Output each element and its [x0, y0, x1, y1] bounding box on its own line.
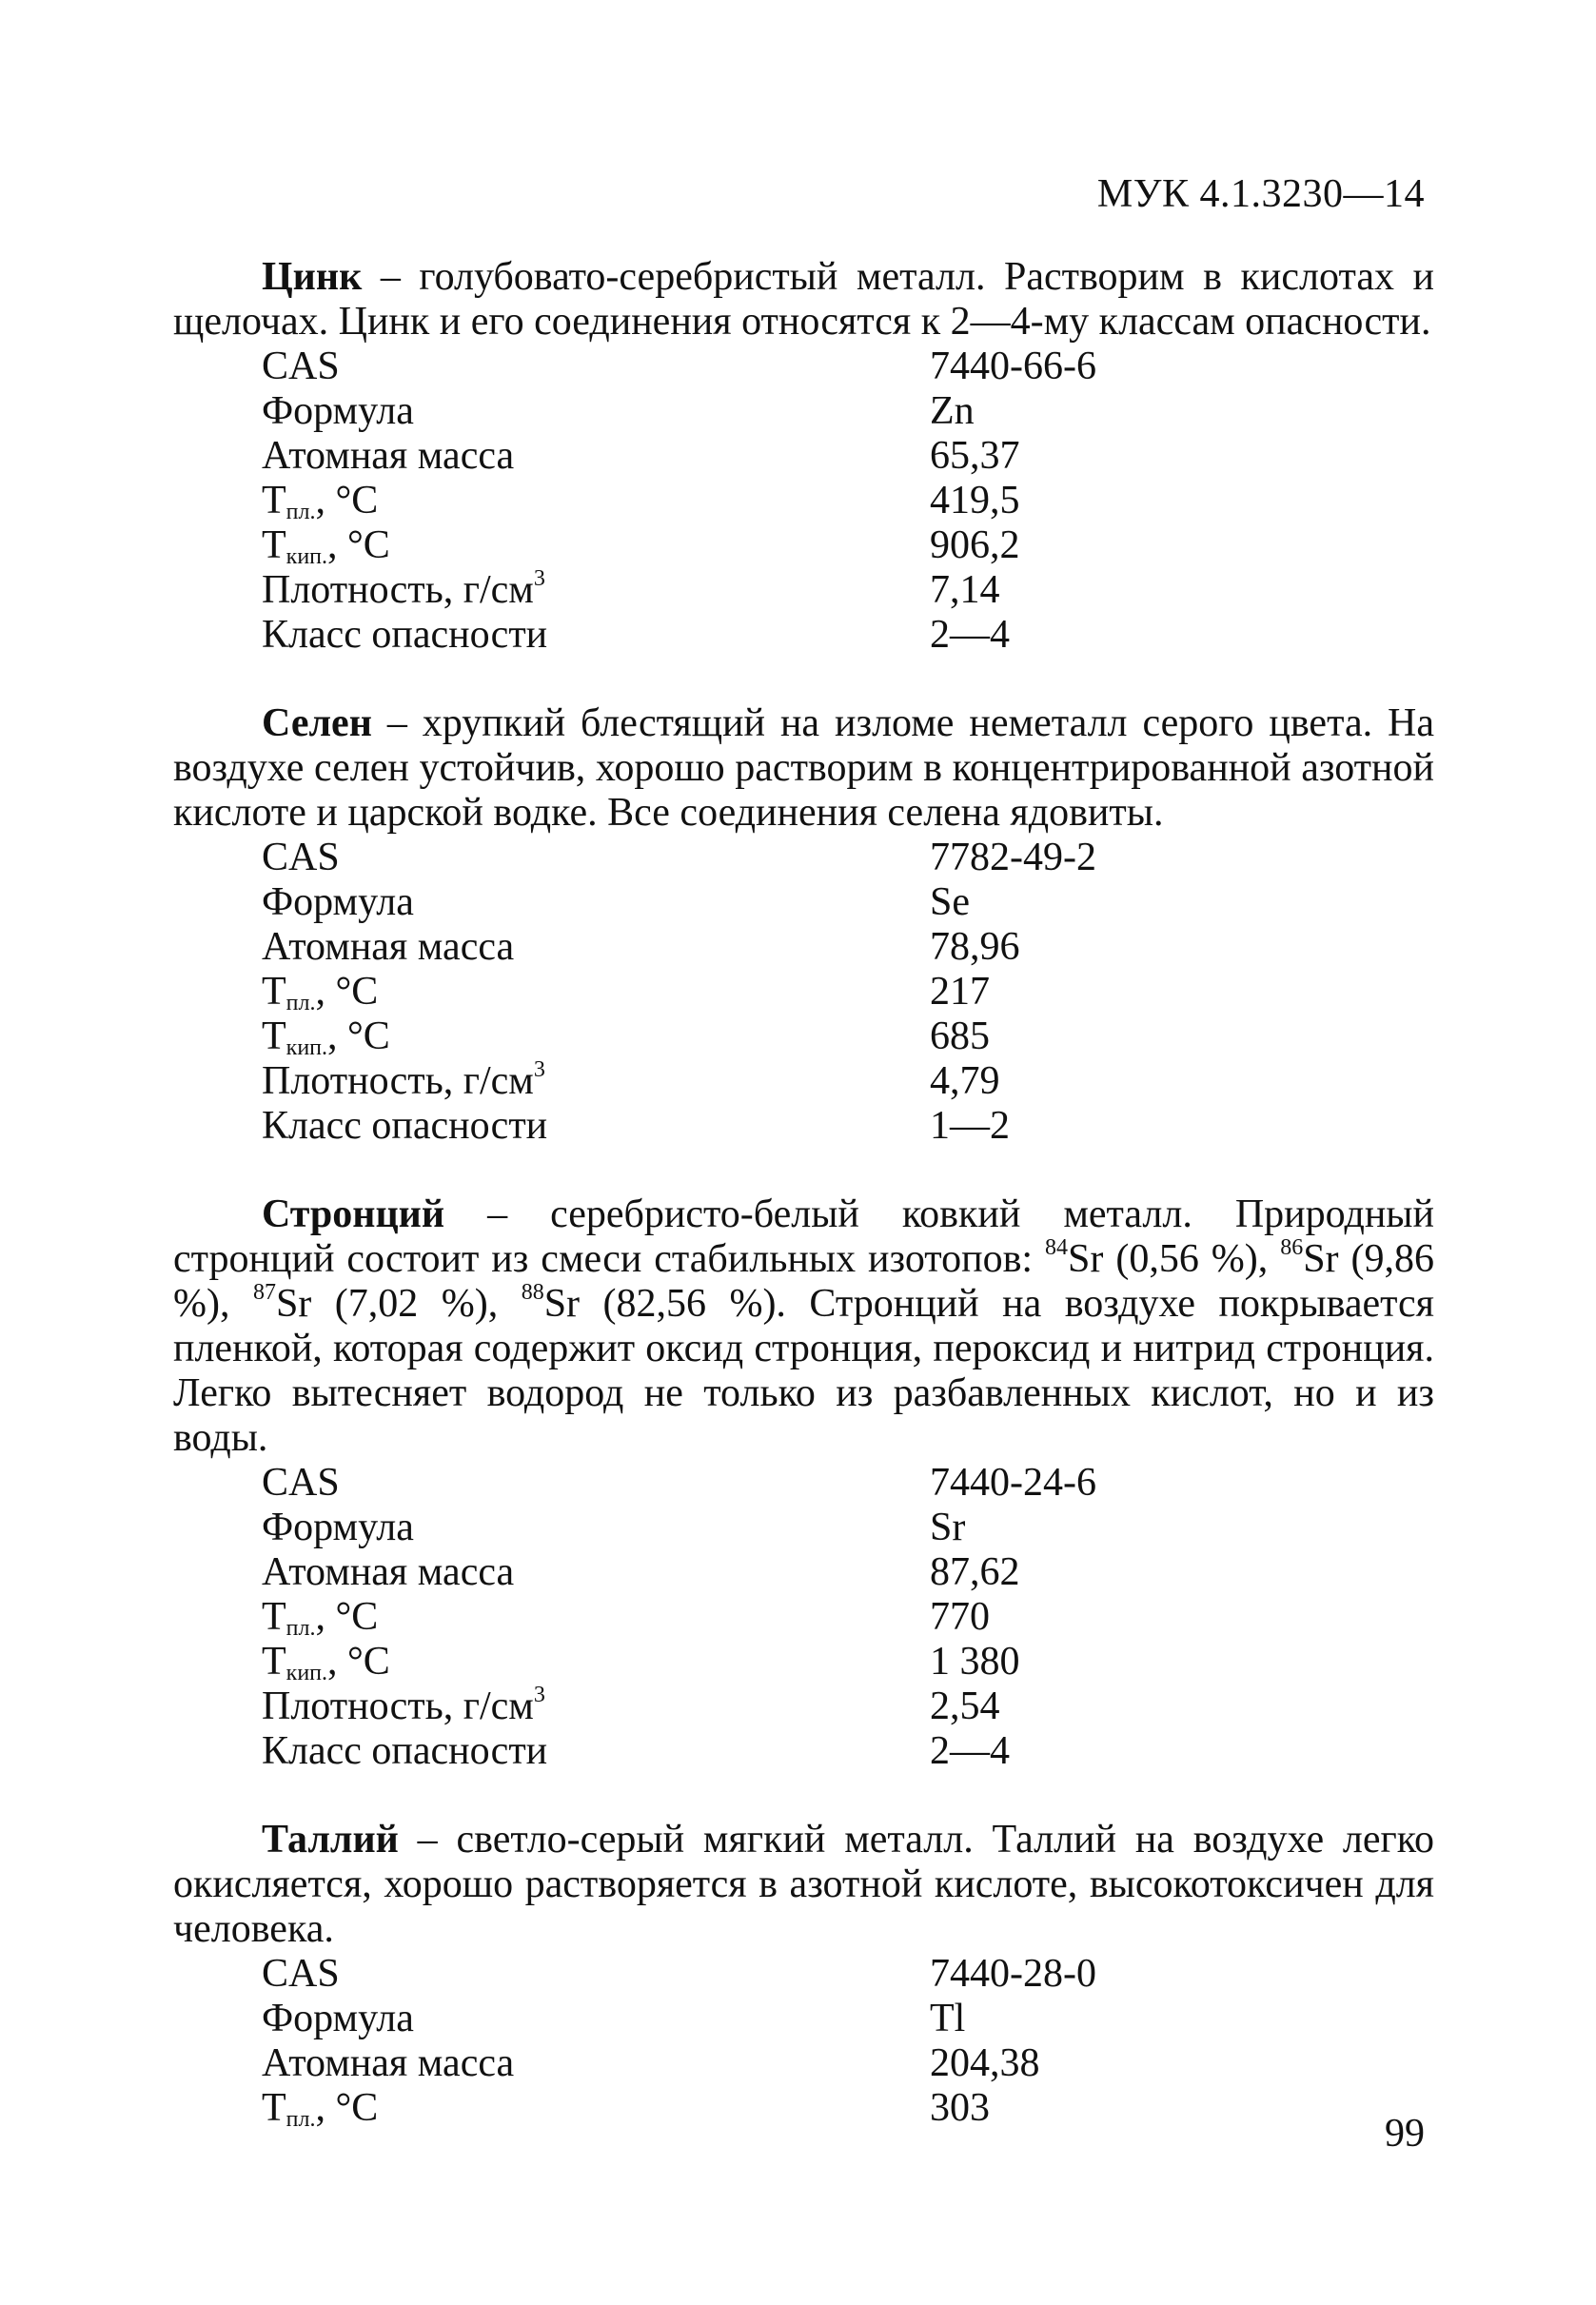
t-letter: Т: [262, 970, 286, 1014]
properties-list: [262, 345, 1434, 658]
property-label: [262, 1640, 930, 1684]
property-value: Tl: [930, 1997, 966, 2040]
property-value: 7,14: [930, 568, 1000, 612]
element-section-strontium: [173, 1192, 1434, 1774]
isotope-mass-number: 86: [1280, 1235, 1304, 1260]
property-label: Класс опасности: [262, 1729, 548, 1773]
property-label: [262, 1059, 930, 1104]
boil-subscript: кип.: [286, 544, 328, 569]
property-value: Zn: [930, 389, 975, 433]
property-value: 7440-66-6: [930, 345, 1096, 388]
description-text: – хрупкий блестящий на изломе неметалл серого цвета. На воздухе селен устойчив, хорошо растворим в концентрированной азотной кислоте и царской водке. Все соединения селена ядовиты.: [173, 701, 1434, 835]
property-row-formula: [262, 389, 1434, 434]
property-value: 419,5: [930, 479, 1020, 522]
property-row-cas: [262, 836, 1434, 880]
property-row-formula: [262, 1997, 1434, 2041]
property-row-melting-point: [262, 970, 1434, 1015]
property-row-hazard-class: [262, 613, 1434, 658]
property-value: 87,62: [930, 1550, 1020, 1594]
boil-subscript: кип.: [286, 1035, 328, 1060]
property-row-cas: [262, 345, 1434, 389]
density-label: Плотность, г/см: [262, 1059, 534, 1103]
properties-list: [262, 1461, 1434, 1774]
property-label: Атомная масса: [262, 2041, 515, 2085]
temp-unit: , °С: [315, 2086, 379, 2130]
property-row-cas: [262, 1461, 1434, 1506]
property-label: CAS: [262, 1952, 340, 1996]
section-gap: [173, 1149, 1434, 1192]
isotope-text: Sr (9,86 %),: [173, 1237, 1434, 1326]
description-text: – голубовато-серебристый металл. Растворим в кислотах и щелочах. Цинк и его соединения относятся к 2—4-му классам опасности.: [173, 255, 1434, 344]
property-row-mass: [262, 2041, 1434, 2086]
property-label: CAS: [262, 345, 340, 388]
property-value: 906,2: [930, 523, 1020, 567]
description-text: – серебристо-белый ковкий металл. Природный стронций состоит из смеси стабильных изотопов:: [173, 1192, 1434, 1281]
element-name: Таллий: [262, 1818, 399, 1862]
temp-unit: , °С: [327, 523, 390, 567]
document-body: [173, 255, 1434, 2131]
density-label: Плотность, г/см: [262, 1684, 534, 1728]
property-row-mass: [262, 925, 1434, 970]
property-label: [262, 1015, 930, 1059]
element-name: Цинк: [262, 255, 363, 299]
t-letter: Т: [262, 2086, 286, 2130]
properties-list: [262, 1952, 1434, 2131]
isotope-mass-number: 84: [1045, 1235, 1069, 1260]
property-row-mass: [262, 1550, 1434, 1595]
element-name: Стронций: [262, 1192, 445, 1236]
property-label: Атомная масса: [262, 434, 515, 478]
document-code-header: МУК 4.1.3230—14: [1096, 172, 1425, 216]
property-value: 204,38: [930, 2041, 1040, 2085]
temp-unit: , °С: [315, 1595, 379, 1639]
page-number: 99: [1385, 2112, 1425, 2156]
property-label: Атомная масса: [262, 925, 515, 969]
isotope-text: Sr (7,02 %),: [275, 1282, 522, 1326]
element-section-selenium: [173, 701, 1434, 1149]
property-value: 2—4: [930, 613, 1010, 657]
temp-unit: , °С: [327, 1015, 390, 1058]
element-description: [173, 1818, 1434, 1952]
temp-unit: , °С: [315, 479, 379, 522]
property-row-melting-point: [262, 479, 1434, 523]
isotope-mass-number: 88: [521, 1280, 544, 1305]
t-letter: Т: [262, 479, 286, 522]
property-row-density: [262, 1059, 1434, 1104]
t-letter: Т: [262, 1015, 286, 1058]
property-row-boiling-point: [262, 523, 1434, 568]
element-name: Селен: [262, 701, 372, 745]
property-label: Формула: [262, 1997, 414, 2040]
property-label: [262, 479, 930, 523]
property-value: 7440-28-0: [930, 1952, 1096, 1996]
description-text: – светло-серый мягкий металл. Таллий на воздухе легко окисляется, хорошо растворяется в азотной кислоте, высокотоксичен для человека.: [173, 1818, 1434, 1951]
property-value: 685: [930, 1015, 990, 1058]
isotope-mass-number: 87: [252, 1280, 276, 1305]
melt-subscript: пл.: [286, 991, 316, 1015]
temp-unit: , °С: [315, 970, 379, 1014]
property-row-hazard-class: [262, 1104, 1434, 1149]
melt-subscript: пл.: [286, 500, 316, 524]
t-letter: Т: [262, 1640, 286, 1684]
property-value: Sr: [930, 1506, 966, 1549]
temp-unit: , °С: [327, 1640, 390, 1684]
section-gap: [173, 1774, 1434, 1818]
t-letter: Т: [262, 523, 286, 567]
element-description: [173, 1192, 1434, 1461]
property-label: [262, 523, 930, 568]
element-section-zinc: [173, 255, 1434, 658]
property-row-hazard-class: [262, 1729, 1434, 1774]
section-gap: [173, 658, 1434, 701]
property-row-formula: [262, 880, 1434, 925]
property-value: 7440-24-6: [930, 1461, 1096, 1505]
property-value: Se: [930, 880, 970, 924]
property-row-density: [262, 1684, 1434, 1729]
properties-list: [262, 836, 1434, 1149]
melt-subscript: пл.: [286, 1616, 316, 1641]
property-row-melting-point: [262, 1595, 1434, 1640]
density-exponent: 3: [533, 1683, 545, 1707]
t-letter: Т: [262, 1595, 286, 1639]
property-label: Формула: [262, 1506, 414, 1549]
property-label: Класс опасности: [262, 613, 548, 657]
property-label: Класс опасности: [262, 1104, 548, 1148]
isotope-text: Sr (0,56 %),: [1068, 1237, 1281, 1281]
property-value: 303: [930, 2086, 990, 2130]
element-description: [173, 701, 1434, 836]
property-value: 78,96: [930, 925, 1020, 969]
density-exponent: 3: [533, 1057, 545, 1082]
property-label: [262, 970, 930, 1015]
property-label: Формула: [262, 880, 414, 924]
property-label: CAS: [262, 1461, 340, 1505]
melt-subscript: пл.: [286, 2107, 316, 2132]
property-label: [262, 1595, 930, 1640]
property-row-melting-point: [262, 2086, 1434, 2131]
property-label: [262, 1684, 930, 1729]
property-row-mass: [262, 434, 1434, 479]
property-row-cas: [262, 1952, 1434, 1997]
property-label: CAS: [262, 836, 340, 879]
density-label: Плотность, г/см: [262, 568, 534, 612]
property-row-boiling-point: [262, 1015, 1434, 1059]
property-value: 1—2: [930, 1104, 1010, 1148]
density-exponent: 3: [533, 566, 545, 591]
element-section-thallium: [173, 1818, 1434, 2131]
property-row-density: [262, 568, 1434, 613]
element-description: [173, 255, 1434, 345]
property-value: 2—4: [930, 1729, 1010, 1773]
property-value: 1 380: [930, 1640, 1020, 1684]
property-label: [262, 2086, 930, 2131]
property-value: 7782-49-2: [930, 836, 1096, 879]
property-value: 4,79: [930, 1059, 1000, 1103]
property-value: 770: [930, 1595, 990, 1639]
property-label: Формула: [262, 389, 414, 433]
property-value: 65,37: [930, 434, 1020, 478]
property-label: [262, 568, 930, 613]
property-label: Атомная масса: [262, 1550, 515, 1594]
property-row-boiling-point: [262, 1640, 1434, 1684]
property-value: 2,54: [930, 1684, 1000, 1728]
property-row-formula: [262, 1506, 1434, 1550]
isotope-text: Sr (82,56 %). Стронций на воздухе покрывается пленкой, которая содержит оксид стронция, пероксид и нитрид стронция. Легко вытесняет водород не только из разбавленных кислот, но и из воды.: [173, 1282, 1435, 1460]
boil-subscript: кип.: [286, 1661, 328, 1685]
property-value: 217: [930, 970, 990, 1014]
